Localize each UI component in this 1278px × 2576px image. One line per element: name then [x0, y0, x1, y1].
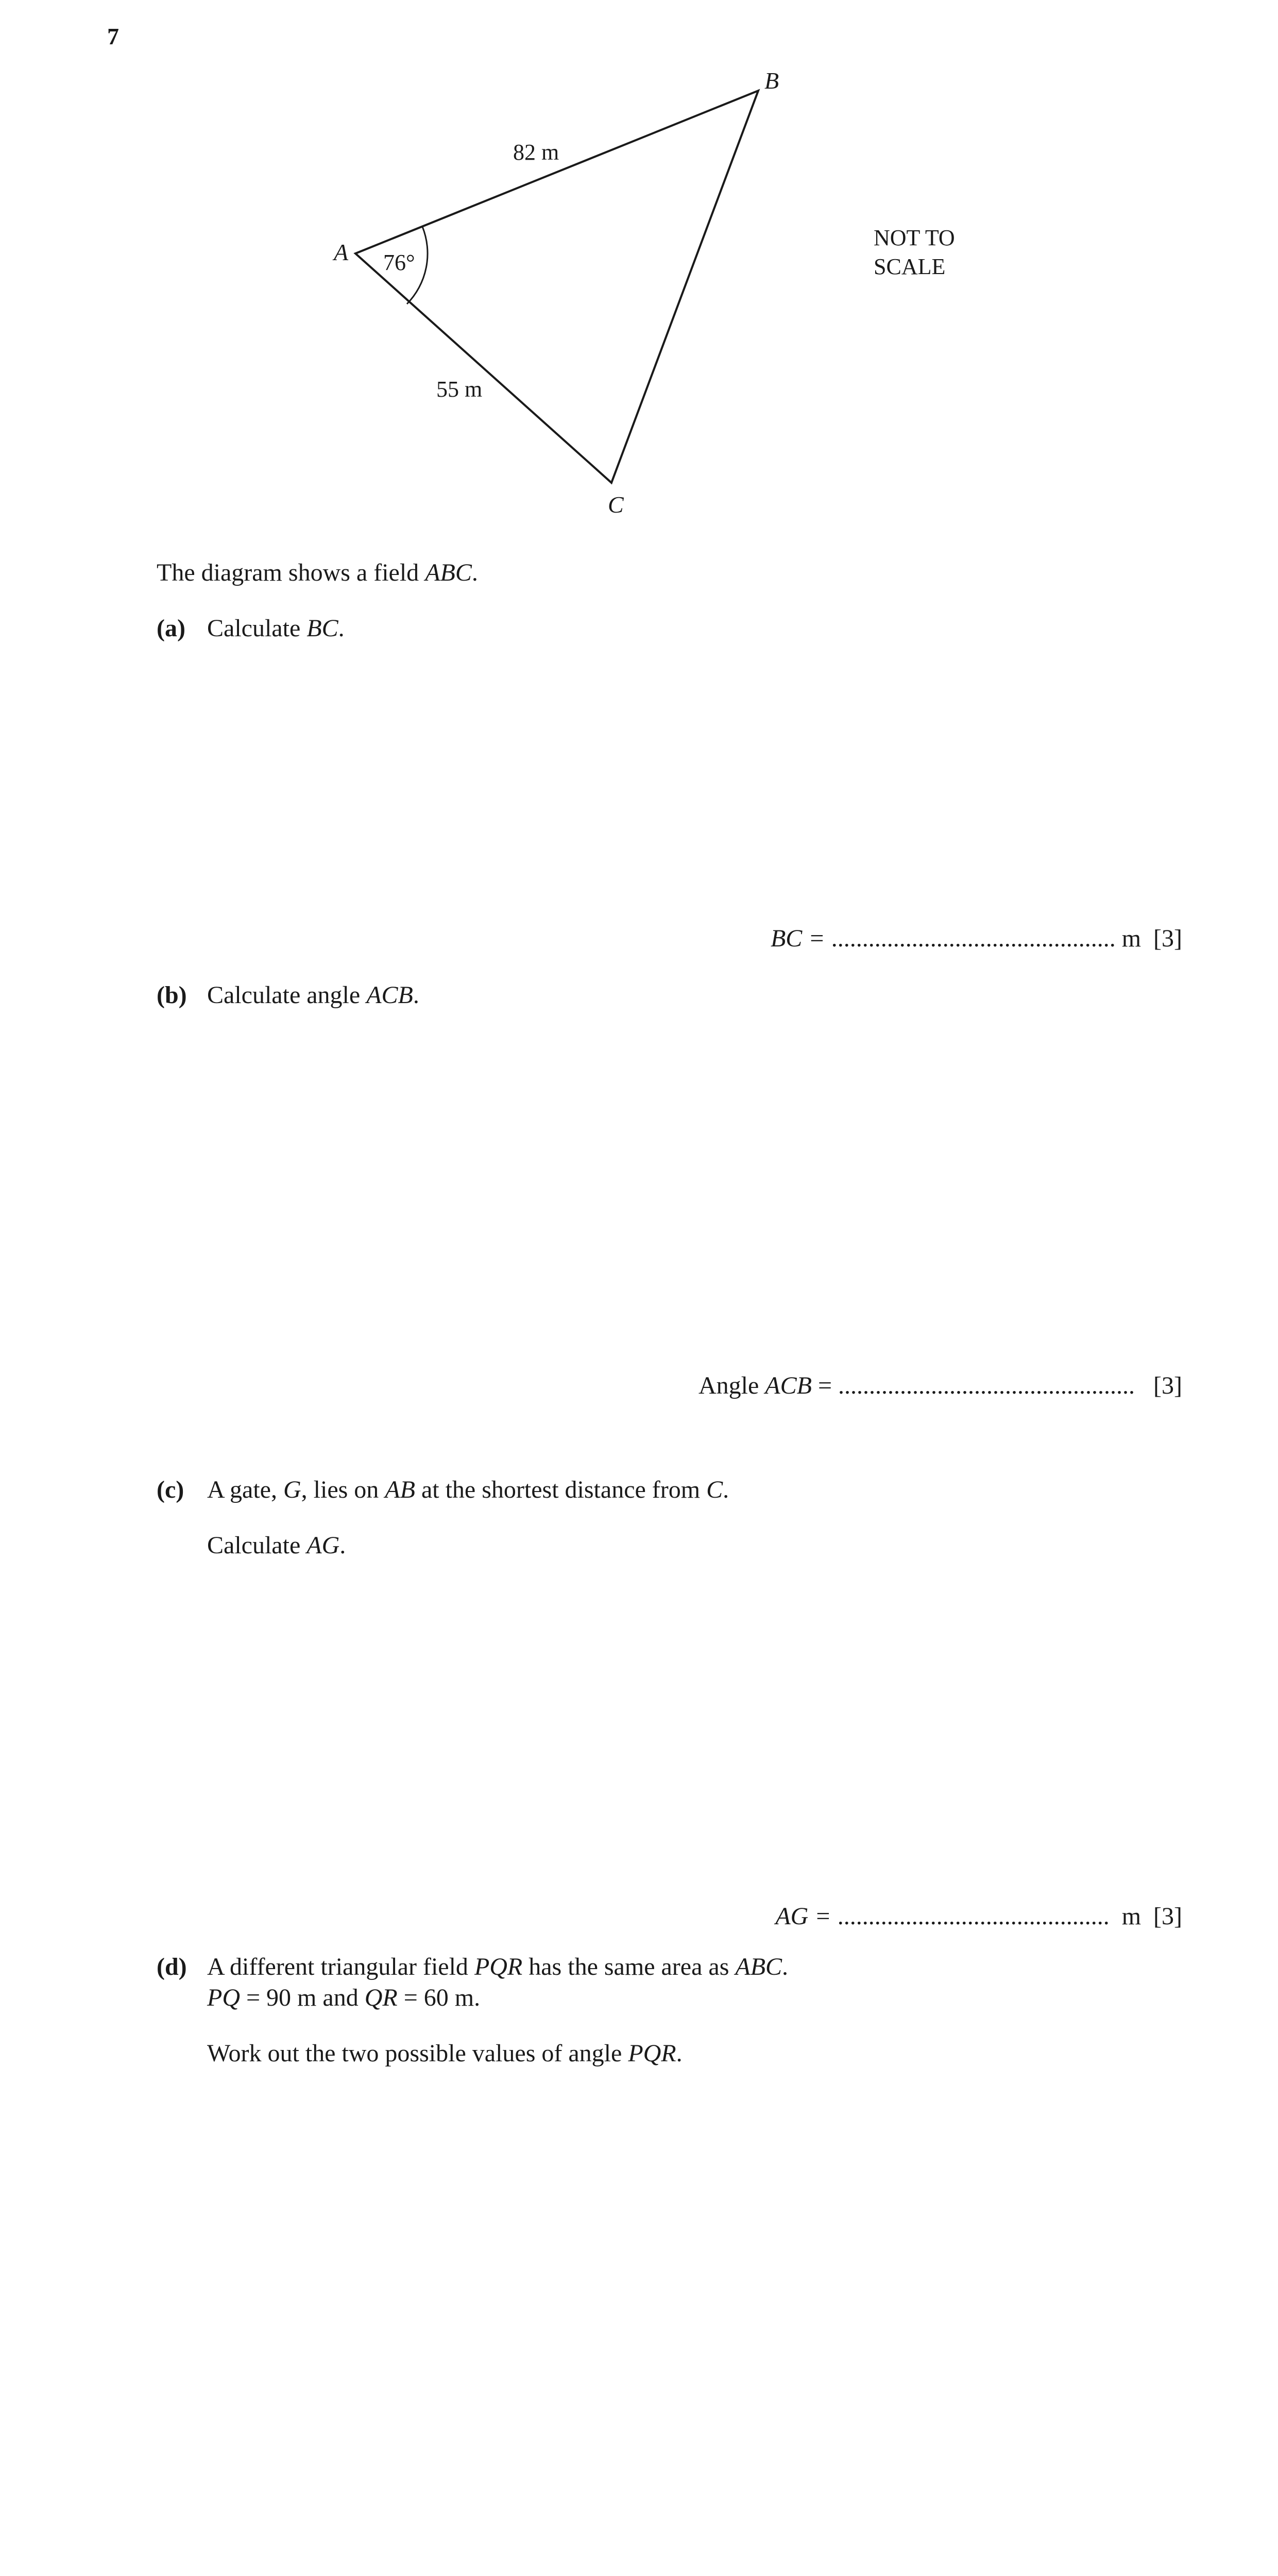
part-d-instruction: [207, 2038, 683, 2069]
part-d-subject: PQR: [628, 2040, 676, 2067]
part-c-instruction-text: Calculate: [207, 1532, 307, 1559]
question-number: 7: [107, 23, 119, 49]
part-a-end: .: [338, 615, 345, 642]
vertex-label-a: A: [334, 239, 349, 265]
part-a-text: Calculate: [207, 615, 307, 642]
part-c-instruction: [207, 1530, 346, 1561]
part-c-text-2: , lies on: [301, 1476, 385, 1503]
field-abc-name: ABC: [735, 1953, 782, 1980]
part-b-answer-eq: =: [817, 1372, 832, 1399]
side-pq-name: PQ: [207, 1984, 240, 2011]
part-b-answer-name: ACB: [765, 1372, 812, 1399]
part-c-question: [157, 1475, 729, 1505]
part-a-question: [157, 613, 345, 644]
gate-name: G: [283, 1476, 301, 1503]
part-c-text-4: .: [723, 1476, 729, 1503]
part-c-instruction-end: .: [339, 1532, 346, 1559]
part-d-given-lengths: [207, 1982, 480, 2013]
part-d-instruction-text: Work out the two possible values of angle: [207, 2040, 628, 2067]
part-b-marks: [3]: [1153, 1372, 1182, 1399]
part-b-answer-word: Angle: [698, 1372, 759, 1399]
part-c-answer-field[interactable]: ............................................: [837, 1903, 1110, 1930]
part-d-text-2: has the same area as: [522, 1953, 736, 1980]
side-label-ab: 82 m: [513, 140, 559, 165]
part-d-length-1: = 90 m and: [240, 1984, 365, 2011]
part-b-subject: ACB: [366, 981, 413, 1009]
field-name: ABC: [425, 559, 472, 586]
part-d-question: [157, 1952, 788, 1982]
part-d-instruction-end: .: [676, 2040, 683, 2067]
part-b-end: .: [413, 981, 419, 1009]
part-b-text: Calculate angle: [207, 981, 367, 1009]
part-b-answer-field[interactable]: ................................................: [838, 1372, 1135, 1399]
part-d-label: (d): [157, 1953, 187, 1980]
part-c-answer-label: AG =: [775, 1903, 831, 1930]
angle-label-a: 76°: [383, 250, 415, 275]
part-b-answer-line: [698, 1370, 1182, 1401]
part-a-marks: [3]: [1153, 925, 1182, 952]
triangle-diagram: [0, 0, 1278, 567]
point-c-name: C: [706, 1476, 723, 1503]
not-to-scale-line1: NOT TO: [874, 225, 955, 250]
part-b-label: (b): [157, 981, 187, 1009]
side-label-ac: 55 m: [436, 377, 483, 402]
field-pqr-name: PQR: [474, 1953, 523, 1980]
not-to-scale-line2: SCALE: [874, 254, 946, 279]
part-c-marks: [3]: [1153, 1903, 1182, 1930]
part-b-question: [157, 980, 419, 1011]
part-c-text-3: at the shortest distance from: [415, 1476, 707, 1503]
part-a-answer-field[interactable]: ..............................................: [831, 925, 1116, 952]
part-d-text-1: A different triangular field: [207, 1953, 474, 1980]
vertex-label-c: C: [608, 492, 624, 518]
side-ab-name: AB: [385, 1476, 415, 1503]
part-d-text-3: .: [782, 1953, 789, 1980]
intro-end: .: [471, 559, 478, 586]
part-c-answer-line: [775, 1901, 1182, 1932]
part-c-answer-unit: m: [1121, 1903, 1141, 1930]
intro-text: [157, 557, 478, 588]
part-a-label: (a): [157, 615, 185, 642]
part-a-answer-unit: m: [1121, 925, 1141, 952]
part-a-subject: BC: [306, 615, 338, 642]
intro-text-body: The diagram shows a field: [157, 559, 425, 586]
part-c-label: (c): [157, 1476, 184, 1503]
vertex-label-b: B: [764, 67, 779, 94]
part-a-answer-label: BC =: [770, 925, 825, 952]
side-qr-name: QR: [364, 1984, 398, 2011]
part-a-answer-line: [771, 923, 1182, 954]
part-c-text-1: A gate,: [207, 1476, 283, 1503]
part-c-subject: AG: [306, 1532, 340, 1559]
part-d-length-2: = 60 m.: [397, 1984, 481, 2011]
